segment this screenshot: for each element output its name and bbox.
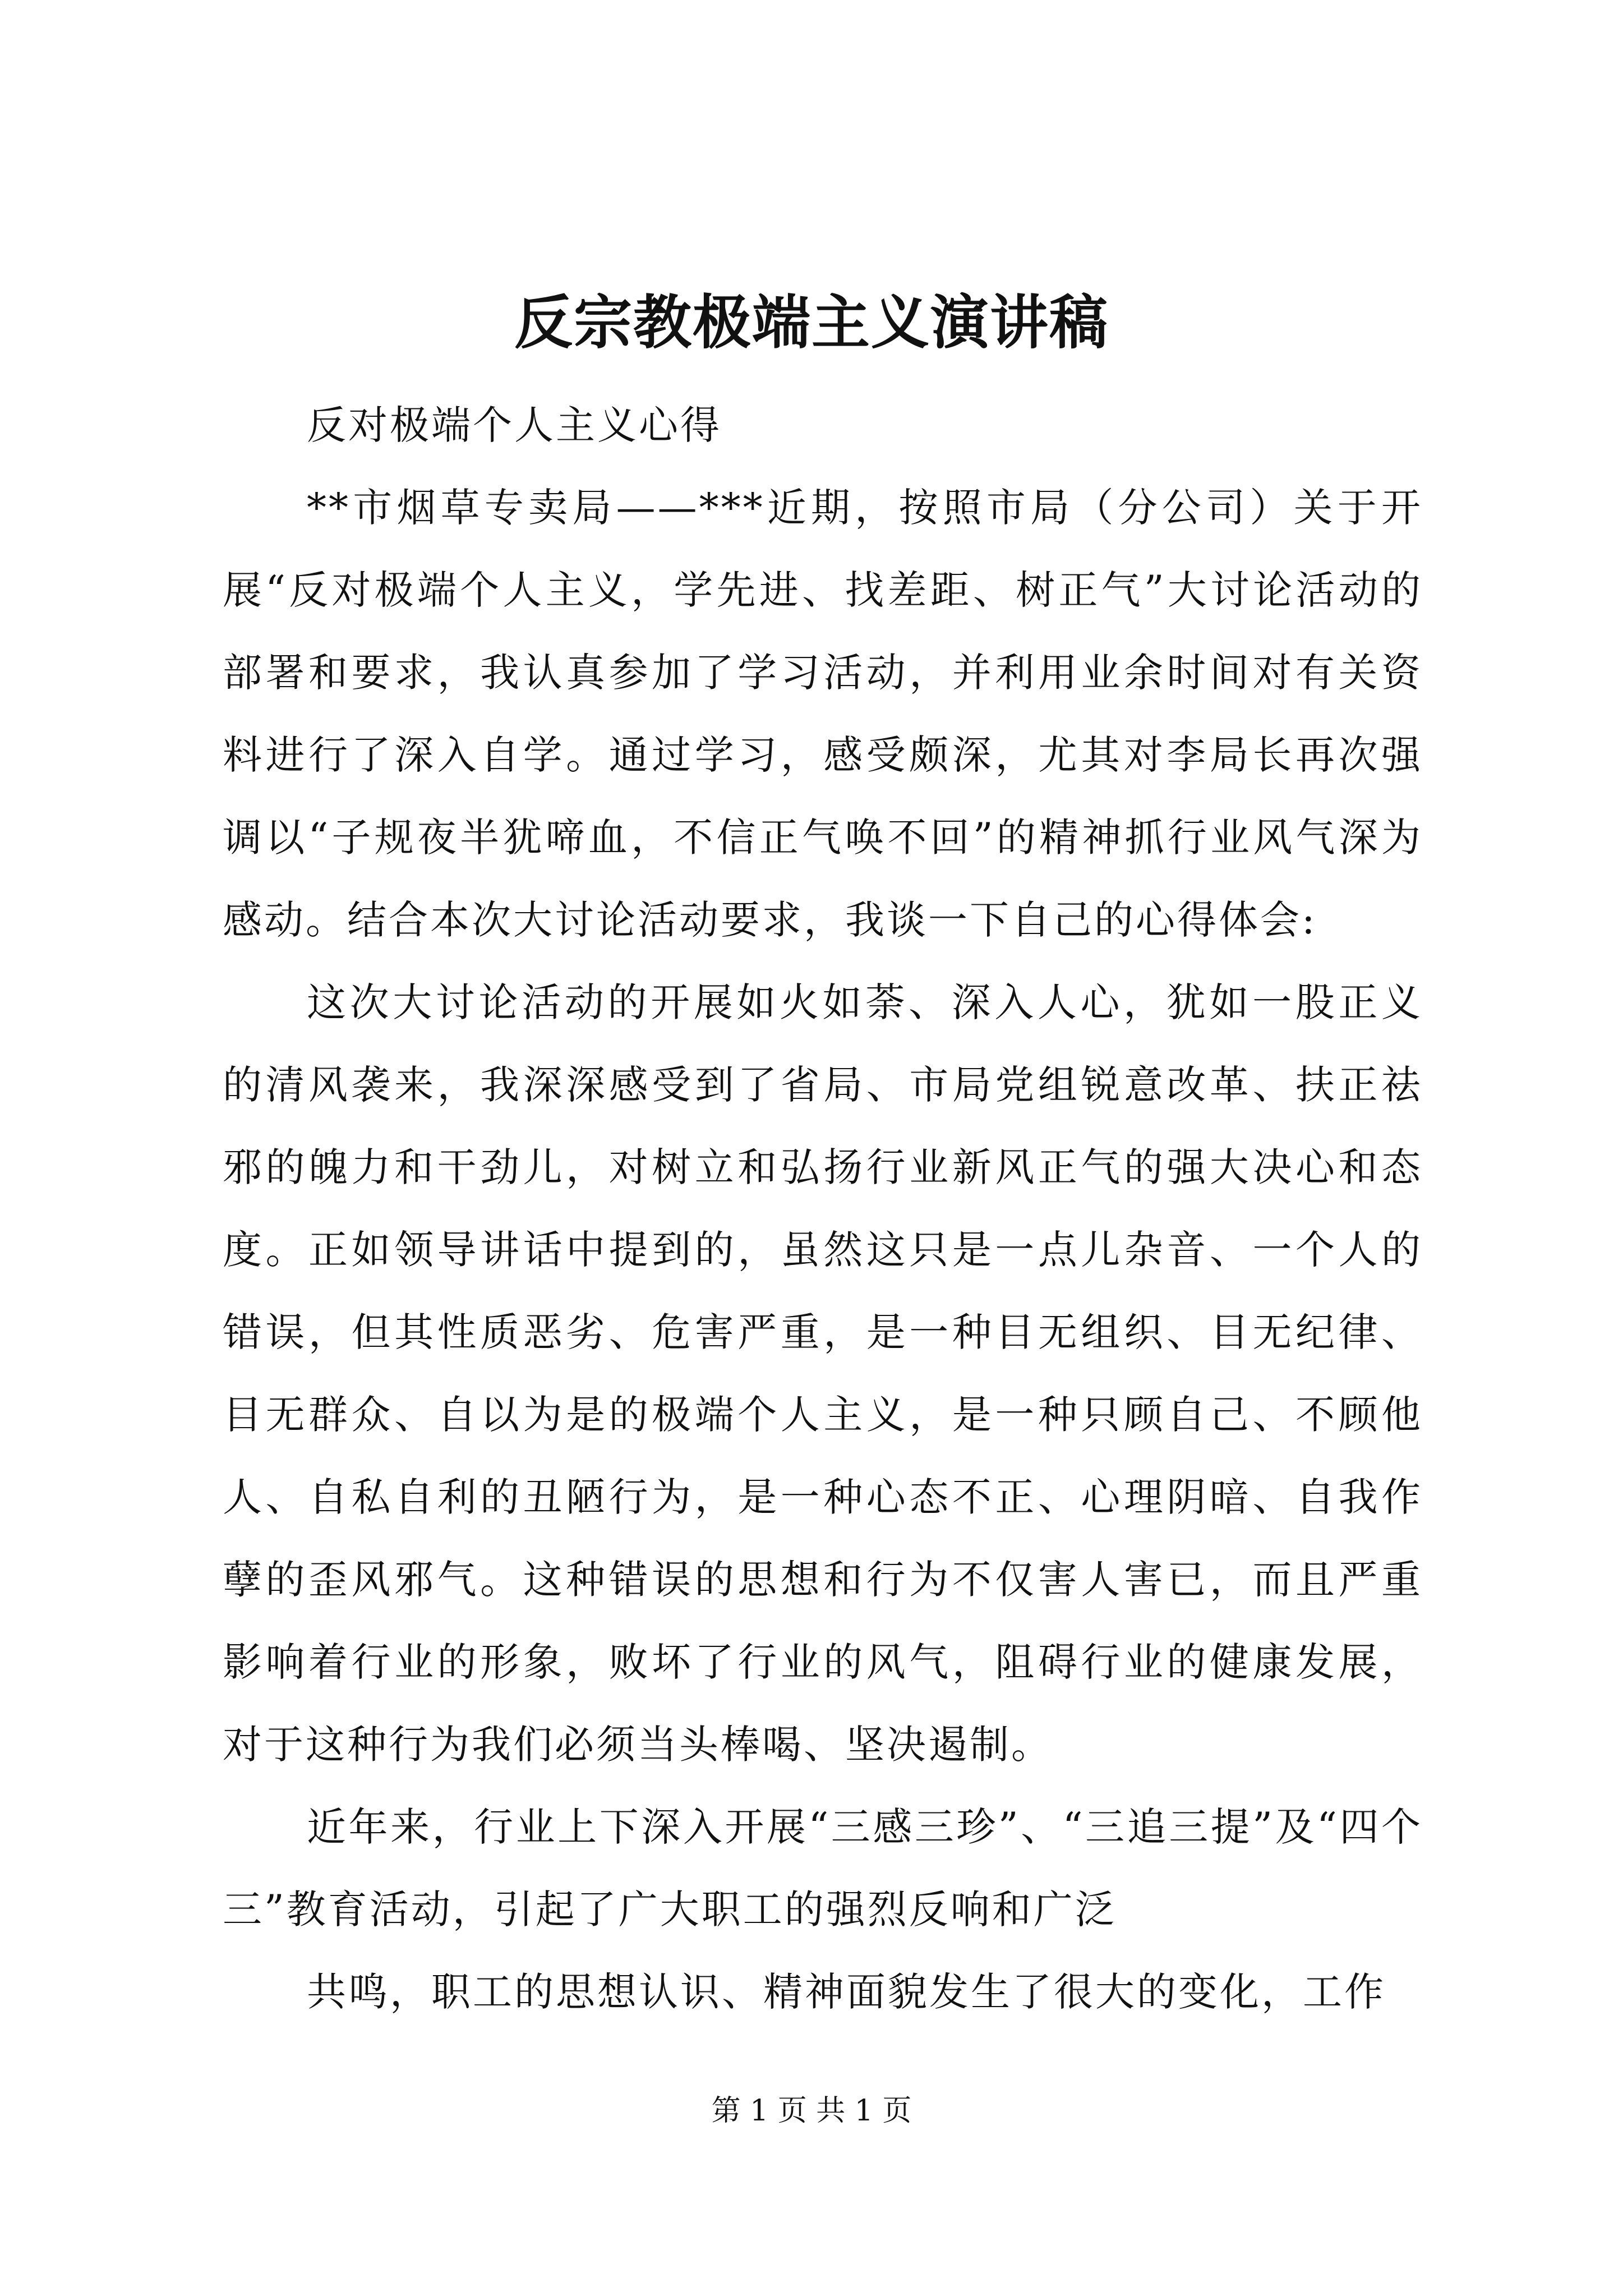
page-footer: 第 1 页 共 1 页 (711, 2094, 912, 2128)
body-paragraph: **市烟草专卖局——***近期，按照市局（分公司）关于开展“反对极端个人主义，学先进、找差距、树正气”大讨论活动的部署和要求，我认真参加了学习活动，并利用业余时间对有关资料进行了深入自学。通过学习，感受颇深，尤其对李局长再次强调以“子规夜半犹啼血，不信正气唤不回”的精神抓行业风气深为感动。结合本次大讨论活动要求，我谈一下自己的心得体会: (223, 485, 1423, 943)
document-subtitle: 反对极端个人主义心得 (307, 402, 722, 448)
body-paragraph: 共鸣，职工的思想认识、精神面貌发生了很大的变化，工作 (307, 1969, 1386, 2015)
document-title: 反宗教极端主义演讲稿 (514, 288, 1109, 357)
body-paragraph: 这次大讨论活动的开展如火如荼、深入人心，犹如一股正义的清风袭来，我深深感受到了省局、市局党组锐意改革、扶正祛邪的魄力和干劲儿，对树立和弘扬行业新风正气的强大决心和态度。正如领导讲话中提到的，虽然这只是一点儿杂音、一个人的错误，但其性质恶劣、危害严重，是一种目无组织、目无纪律、目无群众、自以为是的极端个人主义，是一种只顾自己、不顾他人、自私自利的丑陋行为，是一种心态不正、心理阴暗、自我作孽的歪风邪气。这种错误的思想和行为不仅害人害已，而且严重影响着行业的形象，败坏了行业的风气，阻碍行业的健康发展，对于这种行为我们必须当头棒喝、坚决遏制。 (223, 979, 1423, 1768)
document-body (223, 384, 1423, 2033)
body-paragraph: 近年来，行业上下深入开展“三感三珍”、“三追三提”及“四个三”教育活动，引起了广大职工的强烈反响和广泛 (223, 1804, 1423, 1932)
